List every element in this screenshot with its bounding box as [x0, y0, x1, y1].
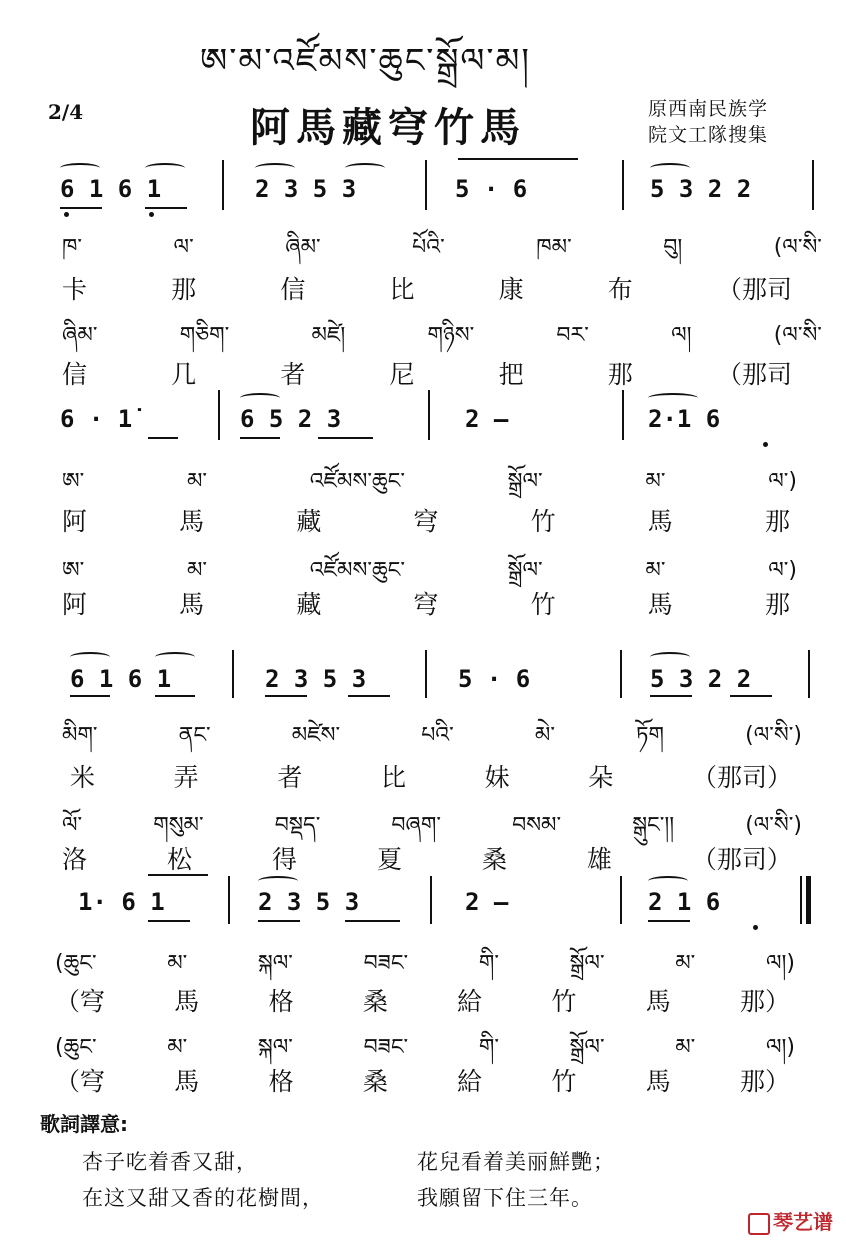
lyric-char: 信 — [280, 275, 306, 304]
lyric-word: ཁ་ — [62, 235, 83, 260]
translation-line-1 — [82, 1146, 615, 1176]
barline — [808, 650, 810, 698]
barline — [620, 650, 622, 698]
lyric-word: འཛོམས་ཆུང་ — [309, 558, 405, 583]
translation-heading: 歌詞譯意: — [40, 1112, 128, 1136]
barline — [232, 650, 234, 698]
lyric-word: སྒྲོལ་ — [507, 469, 543, 494]
measure-4-1: 1· 6 1 — [78, 888, 165, 916]
tibetan-title: ཨ་མ་འཛོམས་ཆུང་སྒྲོལ་མ། — [200, 41, 531, 81]
lyric-char: 那 — [607, 360, 633, 389]
lyric-word: བཟང་ — [363, 951, 409, 976]
beam — [148, 920, 190, 922]
lyric-char: 竹 — [551, 987, 577, 1016]
measure-1-1: 6 1 6 1 — [60, 175, 162, 203]
barline — [430, 876, 432, 924]
chinese-lyric-line — [55, 1062, 790, 1098]
lyric-word: ཞིམ་ — [62, 323, 98, 348]
chinese-lyric-line — [55, 982, 790, 1018]
barline — [425, 650, 427, 698]
lyric-word: བར་ — [556, 323, 589, 348]
lyric-char: 竹 — [530, 507, 556, 536]
lyric-word: གསུམ་ — [153, 813, 204, 838]
lyric-word: (ལ་སི་ — [773, 323, 822, 348]
lyric-word: བསྡད་ — [274, 813, 321, 838]
beam — [148, 874, 208, 876]
lyric-char: 那） — [739, 1067, 790, 1096]
beam — [345, 920, 400, 922]
slur — [70, 652, 110, 662]
translation-phrase: 我願留下住三年。 — [417, 1186, 593, 1210]
lyric-word: མ་ — [645, 558, 666, 583]
translation-phrase: 杏子吃着香又甜， — [82, 1150, 258, 1174]
lyric-char: 馬 — [645, 1067, 671, 1096]
lyric-word: གཅིག་ — [179, 323, 230, 348]
lyric-word: གཉིས་ — [427, 323, 475, 348]
chinese-lyric-line — [62, 270, 792, 306]
barline — [622, 390, 624, 440]
barline — [222, 160, 224, 210]
lyric-char: 米 — [70, 763, 96, 792]
slur — [650, 652, 690, 662]
lyric-char: 夏 — [376, 845, 402, 874]
slur — [155, 652, 195, 662]
lyric-word: ཁམ་ — [536, 235, 572, 260]
beam — [240, 437, 280, 439]
lyric-char: 那） — [739, 987, 790, 1016]
lyric-char: 布 — [607, 275, 633, 304]
lyric-char: 格 — [268, 1067, 294, 1096]
barline — [228, 876, 230, 924]
barline — [425, 160, 427, 210]
lyric-char: 馬 — [645, 987, 671, 1016]
lyric-word: ནང་ — [178, 723, 211, 748]
lyric-char: 藏 — [296, 590, 322, 619]
lyric-word: སྒྲོལ་ — [507, 558, 543, 583]
lyric-char: 竹 — [551, 1067, 577, 1096]
beam — [318, 437, 373, 439]
lyric-word: ཏོག — [636, 723, 665, 748]
beam — [70, 695, 110, 697]
beam — [145, 207, 187, 209]
lyric-char: 穹 — [413, 590, 439, 619]
lyric-char: 馬 — [174, 987, 200, 1016]
time-signature — [48, 100, 83, 124]
lyric-word: (ལ་སི་) — [745, 723, 802, 748]
measure-3-3: 5 · 6 — [458, 665, 531, 693]
beam — [148, 437, 178, 439]
low-octave-dot — [64, 212, 69, 217]
lyric-word: ལ་) — [768, 558, 797, 583]
lyric-char: 阿 — [62, 507, 88, 536]
translation-phrase: 花兒看着美丽鮮艷； — [417, 1150, 615, 1174]
lyric-char: 把 — [498, 360, 524, 389]
lyric-char: 馬 — [179, 507, 205, 536]
lyric-word: ལ།) — [765, 951, 795, 976]
lyric-word: བཞག་ — [391, 813, 442, 838]
final-barline-thick — [806, 876, 811, 924]
measure-2-2: 6 5 2 3 — [240, 405, 342, 433]
lyric-char: 比 — [389, 275, 415, 304]
lyric-char: 馬 — [647, 590, 673, 619]
lyric-word: ལ་ — [173, 235, 194, 260]
lyric-char: （穹 — [55, 987, 106, 1016]
lyric-word: ཨ་ — [62, 469, 85, 494]
source-credit — [648, 96, 768, 148]
meter-value: 2/4 — [48, 100, 84, 124]
lyric-word: (ཆུང་ — [55, 951, 97, 976]
lyric-word: བསམ་ — [512, 813, 562, 838]
lyric-word: (ལ་སི་) — [745, 813, 802, 838]
lyric-char: 卡 — [62, 275, 88, 304]
lyric-char: （那司） — [691, 763, 792, 792]
lyric-char: 給 — [457, 987, 483, 1016]
lyric-word: བཟང་ — [363, 1035, 409, 1060]
chinese-lyric-line — [70, 758, 792, 794]
lyric-word: (ཆུང་ — [55, 1035, 97, 1060]
lyric-char: 藏 — [296, 507, 322, 536]
lyric-word: མཛེས་ — [291, 723, 341, 748]
lyric-char: 桑 — [362, 987, 388, 1016]
measure-1-4: 5 3 2 2 — [650, 175, 752, 203]
lyric-char: 穹 — [413, 507, 439, 536]
watermark-text: 琴艺谱 — [773, 1210, 833, 1234]
barline — [428, 390, 430, 440]
lyric-word: མིག་ — [62, 723, 98, 748]
lyric-word: མ་ — [186, 558, 208, 583]
lyric-char: 弄 — [173, 763, 199, 792]
lyric-char: 比 — [380, 763, 406, 792]
translation-line-2 — [82, 1182, 593, 1212]
song-title: 阿馬藏穹竹馬 — [250, 104, 526, 151]
lyric-word: མེ་ — [534, 723, 555, 748]
lyric-char: 那 — [764, 590, 790, 619]
lyric-word: འཛོམས་ཆུང་ — [309, 469, 405, 494]
measure-3-2: 2 3 5 3 — [265, 665, 367, 693]
lyric-char: 馬 — [174, 1067, 200, 1096]
lyric-word: (ལ་སི་ — [773, 235, 822, 260]
final-barline-thin — [800, 876, 802, 924]
lyric-char: 妹 — [484, 763, 510, 792]
beam — [730, 695, 772, 697]
lyric-word: ཨ་ — [62, 558, 85, 583]
low-octave-dot — [149, 212, 154, 217]
lyric-word: མ་ — [167, 951, 188, 976]
measure-1-3: 5 · 6 — [455, 175, 528, 203]
lyric-word: སྒུང་།། — [632, 813, 675, 838]
slur — [255, 163, 295, 173]
lyric-word: གི་ — [478, 951, 499, 976]
logo-icon — [748, 1213, 770, 1235]
lyric-word: བུ། — [663, 235, 683, 260]
measure-1-2: 2 3 5 3 — [255, 175, 357, 203]
lyric-word: མ་ — [167, 1035, 188, 1060]
lyric-word: མ་ — [675, 1035, 696, 1060]
slur — [648, 393, 698, 403]
lyric-word: ལ། — [671, 323, 692, 348]
lyric-char: 桑 — [481, 845, 507, 874]
lyric-char: 者 — [280, 360, 306, 389]
lyric-char: 几 — [171, 360, 197, 389]
lyric-word: ལོ་ — [62, 813, 83, 838]
lyric-word: མ་ — [186, 469, 208, 494]
lyric-char: （那司 — [716, 275, 792, 304]
slur — [145, 163, 185, 173]
lyric-char: 馬 — [647, 507, 673, 536]
barline — [218, 390, 220, 440]
slur — [258, 876, 298, 886]
lyric-char: 信 — [62, 360, 88, 389]
slur — [650, 163, 690, 173]
source-line-1: 原西南民族学 — [648, 98, 769, 120]
lyric-word: ལ།) — [765, 1035, 795, 1060]
lyric-word: ལ་) — [768, 469, 797, 494]
lyric-char: 松 — [166, 845, 192, 874]
beam — [155, 695, 195, 697]
lyric-word: སྐལ་ — [257, 1035, 293, 1060]
watermark-logo — [748, 1206, 833, 1235]
lyric-char: 尼 — [389, 360, 415, 389]
lyric-word: སྒྲོལ་ — [569, 1035, 605, 1060]
lyric-word: མ་ — [645, 469, 666, 494]
lyric-char: （那司 — [716, 360, 792, 389]
lyric-char: 康 — [498, 275, 524, 304]
lyric-char: 格 — [268, 987, 294, 1016]
lyric-char: 得 — [271, 845, 297, 874]
measure-4-4: 2 1 6 — [648, 888, 721, 916]
low-octave-dot — [753, 925, 758, 930]
chinese-lyric-line — [62, 355, 792, 391]
lyric-char: （穹 — [55, 1067, 106, 1096]
lyric-char: 那 — [764, 507, 790, 536]
lyric-word: སྐལ་ — [257, 951, 293, 976]
measure-2-4: 2·1 6 — [648, 405, 721, 433]
lyric-word: གི་ — [478, 1035, 499, 1060]
measure-4-2: 2 3 5 3 — [258, 888, 360, 916]
beam — [650, 695, 692, 697]
chinese-lyric-line — [62, 502, 790, 538]
lyric-word: པོའི་ — [412, 235, 445, 260]
slur — [240, 393, 280, 403]
lyric-word: མཛེ། — [311, 323, 346, 348]
beam — [348, 695, 390, 697]
measure-3-4: 5 3 2 2 — [650, 665, 752, 693]
slur — [60, 163, 100, 173]
measure-2-1: 6 · 1̇ — [60, 405, 133, 433]
source-line-2: 院文工隊搜集 — [648, 124, 769, 146]
barline — [622, 160, 624, 210]
lyric-char: （那司） — [691, 845, 792, 874]
measure-2-3: 2 — — [465, 405, 509, 433]
lyric-char: 洛 — [62, 845, 88, 874]
barline — [812, 160, 814, 210]
lyric-char: 竹 — [530, 590, 556, 619]
lyric-char: 雄 — [586, 845, 612, 874]
barline — [620, 876, 622, 924]
measure-4-3: 2 — — [465, 888, 509, 916]
lyric-word: མ་ — [675, 951, 696, 976]
lyric-char: 者 — [277, 763, 303, 792]
chinese-lyric-line — [62, 840, 792, 876]
translation-phrase: 在这又甜又香的花樹間， — [82, 1186, 324, 1210]
beam — [648, 920, 690, 922]
measure-3-1: 6 1 6 1 — [70, 665, 172, 693]
slur — [345, 163, 385, 173]
lyric-char: 馬 — [179, 590, 205, 619]
lyric-word: སྒྲོལ་ — [569, 951, 605, 976]
lyric-word: པའི་ — [421, 723, 454, 748]
beam — [60, 207, 102, 209]
lyric-char: 阿 — [62, 590, 88, 619]
chinese-lyric-line — [62, 585, 790, 621]
lyric-char: 那 — [171, 275, 197, 304]
lyric-word: ཞིམ་ — [285, 235, 321, 260]
beam — [458, 158, 578, 160]
lyric-char: 桑 — [362, 1067, 388, 1096]
lyric-char: 朵 — [588, 763, 614, 792]
beam — [265, 695, 307, 697]
low-octave-dot — [763, 442, 768, 447]
beam — [258, 920, 300, 922]
slur — [648, 876, 688, 886]
lyric-char: 給 — [457, 1067, 483, 1096]
